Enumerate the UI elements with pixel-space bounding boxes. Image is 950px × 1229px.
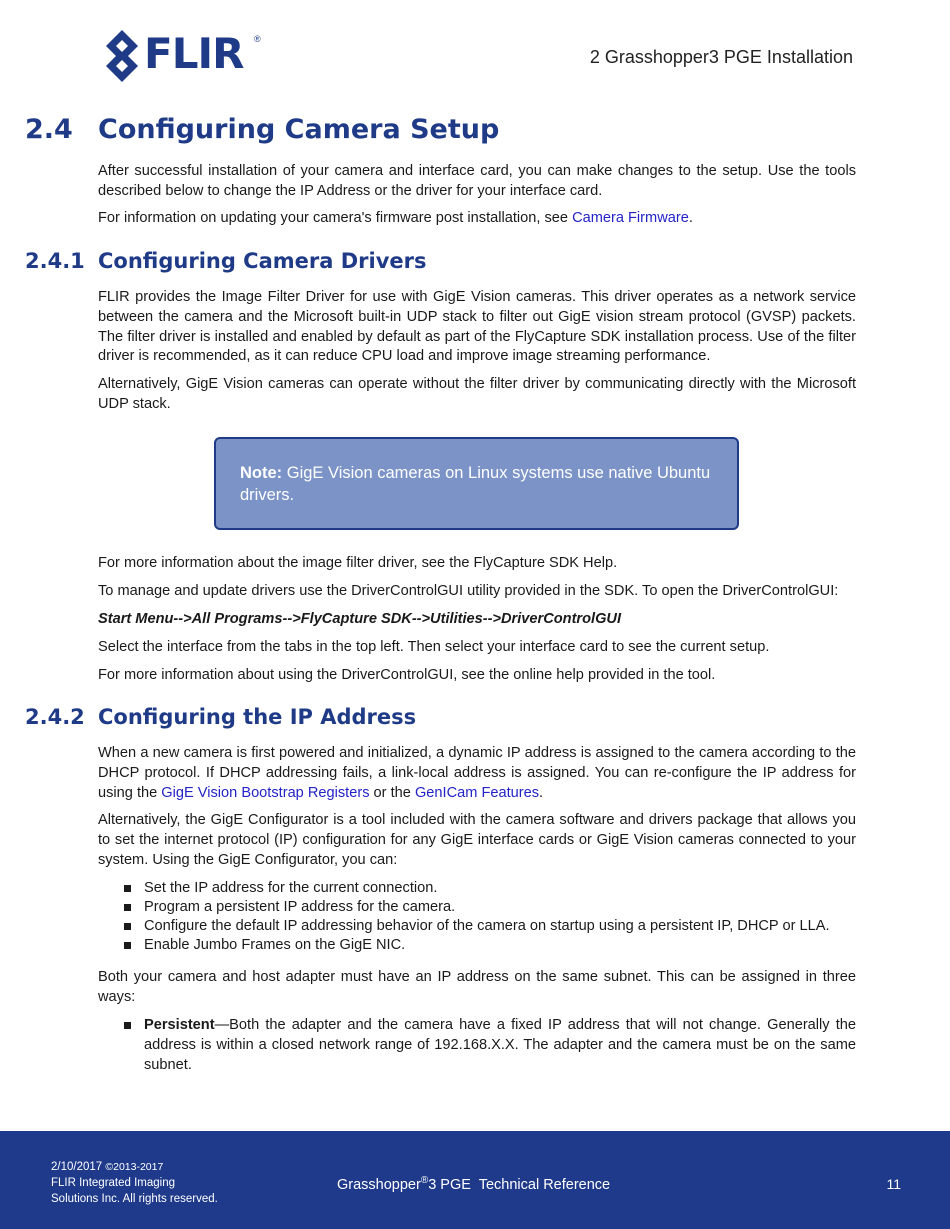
- footer-title-reg: ®: [420, 1175, 429, 1186]
- bullet-square-icon: [124, 1022, 131, 1029]
- logo-registered-mark: ®: [254, 34, 261, 44]
- genicam-features-link[interactable]: GenICam Features: [414, 784, 540, 801]
- firmware-suffix: .: [688, 210, 693, 226]
- firmware-text: For information on updating your camera's firmware post installation, see: [98, 210, 573, 226]
- footer-date: 2/10/2017: [51, 1161, 103, 1173]
- drivers-paragraph-6: For more information about using the DriverControlGUI, see the online help provided in the tool.: [98, 667, 716, 683]
- section-heading: [25, 114, 845, 150]
- ip-p1-text: When a new camera is first powered and initialized, a dynamic IP address is assigned to the camera according to the DHCP protocol. If DHCP addressing fails, a link-local address is assigned. You can re-configure the IP address for using the: [98, 745, 856, 801]
- footer-title-post: 3 PGE Technical Reference: [428, 1176, 611, 1193]
- note-label: Note:: [240, 464, 283, 482]
- diamond-logo-icon: [104, 28, 144, 84]
- logo-wordmark: FLIR: [144, 29, 244, 78]
- list-item-text: Configure the default IP addressing behavior of the camera on startup using a persistent IP, DHCP or LLA.: [144, 918, 830, 934]
- list-item-text: Set the IP address for the current connection.: [144, 880, 438, 896]
- subsection-heading-drivers: [25, 249, 845, 277]
- list-item: [124, 898, 856, 917]
- section-title: Configuring Camera Setup: [98, 114, 500, 145]
- page-number: 11: [886, 1176, 901, 1192]
- ip-p1-suffix: .: [539, 784, 544, 801]
- list-item: [124, 936, 856, 955]
- subsection-number: 2.4.2: [25, 705, 85, 729]
- footer-document-title: [337, 1175, 610, 1193]
- flir-logo: [104, 28, 264, 84]
- drivers-paragraph-4: To manage and update drivers use the DriverControlGUI utility provided in the SDK. To open the DriverControlGUI:: [98, 583, 839, 599]
- drivers-paragraph-1: FLIR provides the Image Filter Driver for use with GigE Vision cameras. This driver operates as a network service between the camera and the Microsoft built-in UDP stack to filter out GigE vision stream protocol (GVSP) packets. The filter driver is installed and enabled by default as part of the FlyCapture SDK installation process. Use of the filter driver is recommended, as it can reduce CPU load and improve image streaming performance.: [98, 289, 856, 365]
- subsection-number: 2.4.1: [25, 249, 85, 273]
- ip-paragraph-1: [98, 744, 856, 803]
- intro-paragraph: After successful installation of your camera and interface card, you can make changes to the setup. Use the tools described below to change the IP Address or the driver for your interface card.: [98, 163, 856, 199]
- list-item-text: Program a persistent IP address for the camera.: [144, 899, 456, 915]
- running-header: 2 Grasshopper3 PGE Installation: [589, 47, 853, 67]
- menu-path: Start Menu-->All Programs-->FlyCapture SDK-->Utilities-->DriverControlGUI: [98, 611, 622, 627]
- page-footer: [0, 1131, 950, 1229]
- bullet-square-icon: [124, 904, 131, 911]
- bullet-square-icon: [124, 942, 131, 949]
- footer-company-line1: FLIR Integrated Imaging: [51, 1177, 176, 1189]
- note-text: GigE Vision cameras on Linux systems use native Ubuntu drivers.: [240, 464, 711, 504]
- ip-p1-mid: or the: [369, 784, 415, 801]
- bullet-square-icon: [124, 923, 131, 930]
- configurator-bullet-list: [124, 879, 856, 955]
- ip-paragraph-3: Both your camera and host adapter must have an IP address on the same subnet. This can be assigned in three ways:: [98, 969, 856, 1005]
- footer-title-pre: Grasshopper: [337, 1176, 421, 1193]
- subsection-title: Configuring the IP Address: [98, 705, 417, 729]
- camera-firmware-link[interactable]: Camera Firmware: [572, 210, 689, 226]
- bootstrap-registers-link[interactable]: GigE Vision Bootstrap Registers: [161, 784, 370, 801]
- ip-paragraph-2: Alternatively, the GigE Configurator is a tool included with the camera software and drivers package that allows you to set the internet protocol (IP) configuration for any GigE interface cards or GigE Vision cameras connected to your system. Using the GigE Configurator, you can:: [98, 812, 856, 868]
- subsection-heading-ip: [25, 705, 845, 733]
- list-item-text: Enable Jumbo Frames on the GigE NIC.: [144, 937, 406, 953]
- way-label: Persistent: [144, 1017, 215, 1033]
- footer-copyright: [51, 1159, 241, 1207]
- note-callout: [214, 437, 739, 530]
- footer-company-line2: Solutions Inc. All rights reserved.: [51, 1193, 218, 1205]
- footer-copyright-years: ©2013-2017: [105, 1161, 164, 1173]
- way-text: —Both the adapter and the camera have a fixed IP address that will not change. Generally the address is within a closed network range of 192.168.X.X. The adapter and the camera must be on the same subnet.: [144, 1017, 856, 1073]
- subsection-title: Configuring Camera Drivers: [98, 249, 427, 273]
- drivers-paragraph-5: Select the interface from the tabs in the top left. Then select your interface card to see the current setup.: [98, 639, 770, 655]
- list-item: [124, 1016, 856, 1075]
- assignment-ways-list: [124, 1016, 856, 1075]
- firmware-paragraph: [98, 209, 856, 229]
- drivers-paragraph-2: Alternatively, GigE Vision cameras can operate without the filter driver by communicating directly with the Microsoft UDP stack.: [98, 376, 856, 412]
- drivers-paragraph-3: For more information about the image filter driver, see the FlyCapture SDK Help.: [98, 555, 618, 571]
- section-number: 2.4: [25, 114, 73, 145]
- bullet-square-icon: [124, 885, 131, 892]
- list-item: [124, 879, 856, 898]
- list-item: [124, 917, 856, 936]
